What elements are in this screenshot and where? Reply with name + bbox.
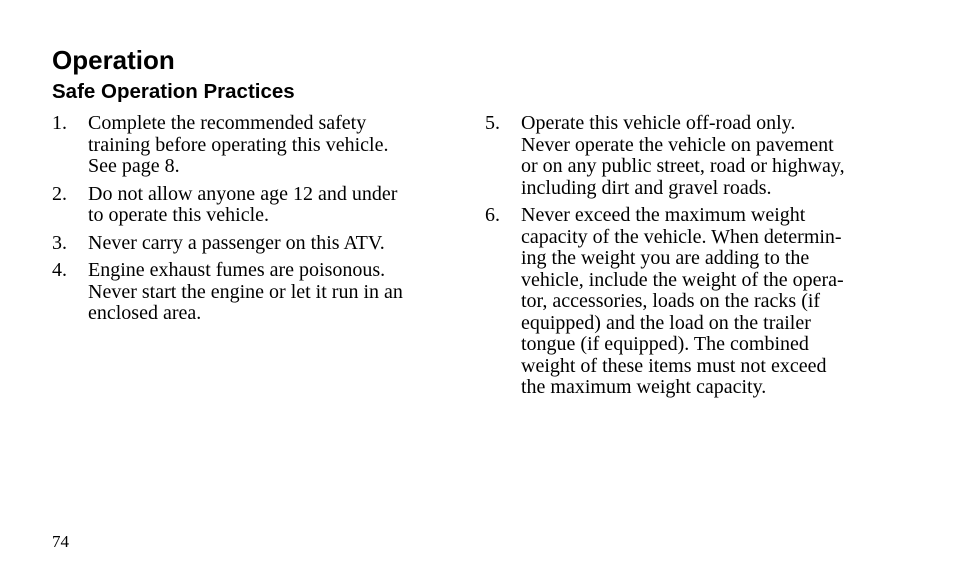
safety-list-left (52, 113, 452, 331)
item-text-line: or on any public street, road or highway, (521, 155, 845, 177)
list-item (52, 233, 452, 255)
page-number: 74 (52, 532, 69, 551)
list-item (485, 205, 890, 399)
item-text-line: Never start the engine or let it run in an (88, 280, 403, 303)
item-text-line: vehicle, include the weight of the opera- (521, 268, 844, 291)
item-text-line: tongue (if equipped). The combined (521, 333, 809, 355)
item-text-line: weight of these items must not exceed (521, 354, 827, 377)
item-text-line: capacity of the vehicle. When determin- (521, 225, 842, 248)
item-text-line: equipped) and the load on the trailer (521, 311, 811, 334)
section-heading: Operation (52, 45, 175, 75)
section-subheading: Safe Operation Practices (52, 80, 295, 103)
item-text-line: enclosed area. (88, 302, 202, 324)
list-item (485, 113, 890, 199)
item-number: 1. (52, 112, 67, 134)
item-number: 6. (485, 204, 500, 226)
item-text-line: training before operating this vehicle. (88, 133, 389, 156)
item-text-line: Never exceed the maximum weight (521, 204, 806, 226)
item-number: 2. (52, 182, 67, 205)
item-text-line: Engine exhaust fumes are poisonous. (88, 259, 386, 281)
safety-list-right (485, 113, 890, 405)
item-text-line: Operate this vehicle off-road only. (521, 112, 796, 134)
item-text-line: tor, accessories, loads on the racks (if (521, 290, 821, 312)
list-item (52, 184, 452, 227)
item-text-line: Never carry a passenger on this ATV. (88, 231, 385, 254)
item-text-line: to operate this vehicle. (88, 204, 270, 226)
item-text-line: the maximum weight capacity. (521, 376, 767, 398)
item-text-line: Never operate the vehicle on pavement (521, 133, 834, 156)
list-item (52, 113, 452, 178)
item-text-line: Complete the recommended safety (88, 112, 367, 134)
item-number: 3. (52, 231, 67, 254)
item-text-line: ing the weight you are adding to the (521, 247, 810, 269)
item-text-line: including dirt and gravel roads. (521, 176, 772, 199)
item-text-line: Do not allow anyone age 12 and under (88, 182, 398, 205)
list-item (52, 260, 452, 325)
item-number: 5. (485, 112, 500, 134)
item-number: 4. (52, 259, 67, 281)
item-text-line: See page 8. (88, 155, 180, 177)
